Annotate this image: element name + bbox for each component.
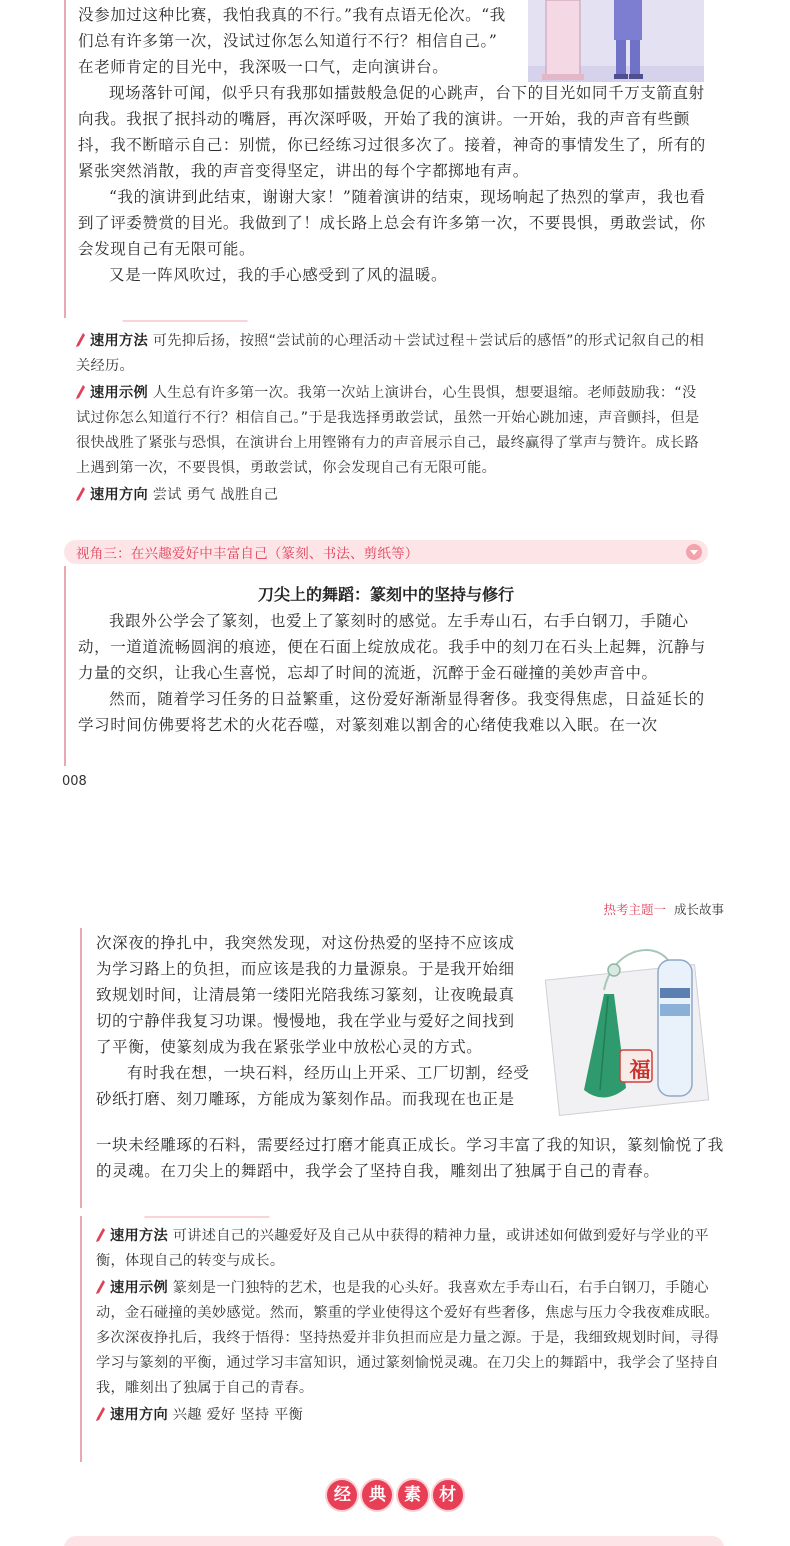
tip-example-text: 篆刻是一门独特的艺术，也是我的心头好。我喜欢左手寿山石，右手白钢刀，手随心动，金石碰撞的美妙感觉。然而，繁重的学业使得这个爱好有些奢侈，焦虑与压力令我夜难成眠。多次深夜挣扎后，我终于悟得：坚持热爱并非负担而应是力量之源。于是，我细致规划时间，寻得学习与篆刻的平衡，通过学习丰富知识，通过篆刻愉悦灵魂。在刀尖上的舞蹈中，我学会了坚持自我，雕刻出了独属于自己的青春。 bbox=[96, 1280, 719, 1396]
pen-icon bbox=[96, 1280, 105, 1294]
running-head bbox=[603, 900, 724, 918]
story-line: 在老师肯定的目光中，我深吸一口气，走向演讲台。 bbox=[78, 58, 449, 76]
badge-char: 经 bbox=[325, 1478, 359, 1512]
tips-divider bbox=[82, 1216, 332, 1218]
story-line: 没参加过这种比赛，我怕我真的不行。”我有点语无伦次。“我 bbox=[78, 6, 506, 24]
article-line: 了平衡，使篆刻成为我在紧张学业中放松心灵的方式。 bbox=[96, 1038, 483, 1056]
tips-divider bbox=[60, 320, 310, 322]
tip-method-text: 可讲述自己的兴趣爱好及自己从中获得的精神力量，或讲述如何做到爱好与学业的平衡，体现自己的转变与成长。 bbox=[96, 1228, 709, 1269]
article-line: 切的宁静伴我复习功课。慢慢地，我在学业与爱好之间找到 bbox=[96, 1012, 515, 1030]
tip-method-label: 速用方法 bbox=[90, 333, 148, 349]
section-bar bbox=[64, 540, 708, 564]
article-line: 致规划时间，让清晨第一缕阳光陪我练习篆刻，让夜晚最真 bbox=[96, 986, 515, 1004]
tip-direction-label: 速用方向 bbox=[110, 1407, 168, 1423]
pen-icon bbox=[96, 1228, 105, 1242]
tip-direction-label: 速用方向 bbox=[90, 487, 148, 503]
tip-example-label: 速用示例 bbox=[110, 1280, 168, 1296]
story-paragraph: 又是一阵风吹过，我的手心感受到了风的温暖。 bbox=[109, 266, 448, 284]
tip-example-label: 速用示例 bbox=[90, 385, 148, 401]
margin-redline bbox=[64, 0, 66, 318]
page-009 bbox=[0, 890, 790, 1546]
tip-example bbox=[96, 1276, 728, 1401]
pen-icon bbox=[96, 1407, 105, 1421]
article-paragraphs bbox=[78, 608, 708, 738]
tip-example bbox=[76, 381, 710, 481]
tip-direction bbox=[76, 483, 710, 508]
article-continued-rest bbox=[96, 1132, 726, 1184]
pen-icon bbox=[76, 333, 85, 347]
article-continued bbox=[96, 930, 536, 1112]
badge-char: 材 bbox=[431, 1478, 465, 1512]
margin-redline bbox=[80, 1216, 82, 1462]
story-paragraph: “我的演讲到此结束，谢谢大家！”随着演讲的结束，现场响起了热烈的掌声，我也看到了评委赞赏的目光。我做到了！成长路上总会有许多第一次，不要畏惧，勇敢尝试，你会发现自己有无限可能。 bbox=[78, 188, 706, 258]
story-paragraph: 现场落针可闻，似乎只有我那如擂鼓般急促的心跳声，台下的目光如同千万支箭直射向我。我抿了抿抖动的嘴唇，再次深呼吸，开始了我的演讲。一开始，我的声音有些颤抖，我不断暗示自己：别慌，你已经练习过很多次了。接着，神奇的事情发生了，所有的紧张突然消散，我的声音变得坚定，讲出的每个字都掷地有声。 bbox=[78, 84, 706, 180]
story-line: 们总有许多第一次，没试过你怎么知道行不行？相信自己。” bbox=[78, 32, 498, 50]
tip-direction bbox=[96, 1403, 728, 1428]
pen-icon bbox=[76, 487, 85, 501]
tips-block bbox=[76, 329, 710, 508]
story-end-lines bbox=[78, 2, 528, 80]
tip-direction-text: 兴趣 爱好 坚持 平衡 bbox=[172, 1407, 304, 1423]
tips-block bbox=[96, 1224, 728, 1428]
pen-icon bbox=[76, 385, 85, 399]
next-section-bar bbox=[64, 1536, 724, 1546]
section-title: 视角三：在兴趣爱好中丰富自己（篆刻、书法、剪纸等） bbox=[76, 546, 419, 562]
tip-method-label: 速用方法 bbox=[110, 1228, 168, 1244]
article-line: 一块未经雕琢的石料，需要经过打磨才能真正成长。学习丰富了我的知识，篆刻愉悦了我的灵魂。在刀尖上的舞蹈中，我学会了坚持自我，雕刻出了独属于自己的青春。 bbox=[96, 1136, 724, 1180]
article-line: 为学习路上的负担，而应该是我的力量源泉。于是我开始细 bbox=[96, 960, 515, 978]
tip-method bbox=[96, 1224, 728, 1274]
article-paragraph: 我跟外公学会了篆刻，也爱上了篆刻时的感觉。左手寿山石，右手白钢刀，手随心动，一道道流畅圆润的痕迹，便在石面上绽放成花。我手中的刻刀在石头上起舞，沉静与力量的交织，让我心生喜悦，忘却了时间的流逝，沉醉于金石碰撞的美妙声音中。 bbox=[78, 612, 706, 682]
tip-example-text: 人生总有许多第一次。我第一次站上演讲台，心生畏惧，想要退缩。老师鼓励我：“没试过你怎么知道行不行？相信自己。”于是我选择勇敢尝试，虽然一开始心跳加速，声音颤抖，但是很快战胜了紧张与恐惧，在演讲台上用铿锵有力的声音展示自己，最终赢得了掌声与赞许。成长路上遇到第一次，不要畏惧，勇敢尝试，你会发现自己有无限可能。 bbox=[76, 385, 700, 476]
speech-illustration bbox=[528, 0, 704, 82]
margin-redline bbox=[80, 928, 82, 1208]
seal-illustration bbox=[542, 930, 720, 1120]
article-title: 刀尖上的舞蹈：篆刻中的坚持与修行 bbox=[257, 585, 514, 604]
badge-char: 素 bbox=[396, 1478, 430, 1512]
article-paragraph: 然而，随着学习任务的日益繁重，这份爱好渐渐显得奢侈。我变得焦虑，日益延长的学习时间仿佛要将艺术的火花吞噬，对篆刻难以割舍的心绪使我难以入眠。在一次 bbox=[78, 690, 705, 734]
running-head-topic: 热考主题一 bbox=[603, 902, 666, 917]
tip-method bbox=[76, 329, 710, 379]
tip-method-text: 可先抑后扬，按照“尝试前的心理活动＋尝试过程＋尝试后的感悟”的形式记叙自己的相关经历。 bbox=[76, 333, 705, 374]
badge-char: 典 bbox=[360, 1478, 394, 1512]
article-line: 砂纸打磨、刻刀雕琢，方能成为篆刻作品。而我现在也正是 bbox=[96, 1090, 515, 1108]
article-line: 有时我在想，一块石料，经历山上开采、工厂切割，经受 bbox=[127, 1064, 530, 1082]
article-line: 次深夜的挣扎中，我突然发现，对这份热爱的坚持不应该成 bbox=[96, 934, 515, 952]
running-head-title: 成长故事 bbox=[673, 902, 724, 917]
seal-character: 福 bbox=[629, 1057, 651, 1082]
expand-icon bbox=[686, 544, 702, 560]
story-end-paragraphs bbox=[78, 80, 708, 288]
tip-direction-text: 尝试 勇气 战胜自己 bbox=[152, 487, 279, 503]
classic-material-badge bbox=[0, 1478, 790, 1512]
page-number: 008 bbox=[62, 774, 87, 789]
